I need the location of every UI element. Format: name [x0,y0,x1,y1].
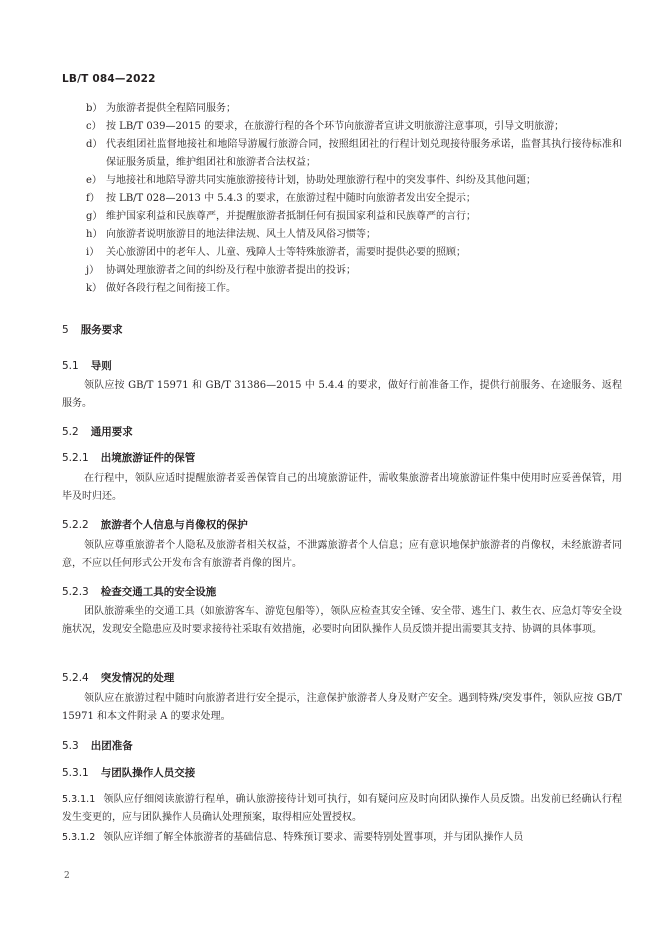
numbered-paragraph [62,791,622,827]
section-number: 5.1 [62,360,79,372]
section-heading [62,517,248,532]
list-item-text: 按 LB/T 028—2013 中 5.4.3 的要求，在旅游过程中随时向旅游者发出安全提示； [106,193,476,204]
section-heading [62,765,195,780]
section-heading [62,584,216,599]
list-item [62,100,622,118]
section-title: 旅游者个人信息与肖像权的保护 [100,519,248,531]
section-title: 检查交通工具的安全设施 [100,586,217,598]
list-item [62,208,622,226]
numbered-paragraph [62,829,622,847]
list-item [62,136,622,172]
list-marker: j） [86,265,100,276]
section-number: 5.2 [62,426,79,438]
list-item-text: 关心旅游团中的老年人、儿童、残障人士等特殊旅游者，需要时提供必要的照顾； [106,247,466,258]
list-item [62,118,622,136]
list-marker: e） [86,175,102,186]
section-title: 突发情况的处理 [100,672,175,684]
section-number: 5 [62,324,69,336]
paragraph: 在行程中，领队应适时提醒旅游者妥善保管自己的出境旅游证件，需收集旅游者出境旅游证件集中使用时应妥善保管，用毕及时归还。 [62,473,622,502]
list-item [62,280,622,298]
clause-number: 5.3.1.1 [62,794,96,805]
page-number: 2 [64,871,70,881]
list-item-text: 代表组团社监督地接社和地陪导游履行旅游合同，按照组团社的行程计划兑现接待服务承诺，监督其执行接待标准和保证服务质量，维护组团社和旅游者合法权益； [106,139,622,168]
list-marker: k） [86,283,103,294]
section-title: 与团队操作人员交接 [100,767,196,779]
list-marker: h） [86,229,103,240]
section-number: 5.2.4 [62,672,89,684]
clause-text: 领队应仔细阅读旅游行程单，确认旅游接待计划可执行，如有疑问应及时向团队操作人员反馈。出发前已经确认行程发生变更的，应与团队操作人员确认处理预案，取得相应处置授权。 [62,794,622,823]
paragraph: 领队应按 GB/T 15971 和 GB/T 31386—2015 中 5.4.4 的要求，做好行前准备工作，提供行前服务、在途服务、返程服务。 [62,380,622,409]
section-number: 5.3.1 [62,767,89,779]
list-item [62,226,622,244]
list-item [62,262,622,280]
section-title: 出境旅游证件的保管 [100,452,196,464]
list-item [62,190,622,208]
duty-list [62,100,622,298]
list-item [62,244,622,262]
list-marker: b） [86,103,103,114]
list-marker: d） [86,139,103,150]
clause-text: 领队应详细了解全体旅游者的基础信息、特殊预订要求、需要特别处置事项，并与团队操作人员 [103,832,524,843]
section-heading [62,322,123,337]
list-item-text: 按 LB/T 039—2015 的要求，在旅游行程的各个环节向旅游者宣讲文明旅游注意事项，引导文明旅游； [106,121,565,132]
document-code: LB/T 084—2022 [62,73,156,85]
section-heading [62,738,133,753]
section-title: 服务要求 [80,324,123,336]
list-marker: g） [86,211,103,222]
list-marker: c） [86,121,102,132]
paragraph: 领队应尊重旅游者个人隐私及旅游者相关权益，不泄露旅游者个人信息；应有意识地保护旅游者的肖像权，未经旅游者同意，不应以任何形式公开发布含有旅游者肖像的图片。 [62,540,622,569]
clause-number: 5.3.1.2 [62,832,96,843]
list-item-text: 维护国家利益和民族尊严，并提醒旅游者抵制任何有损国家利益和民族尊严的言行； [106,211,476,222]
section-number: 5.2.2 [62,519,89,531]
list-marker: f） [86,193,100,204]
paragraph: 团队旅游乘坐的交通工具（如旅游客车、游览包船等），领队应检查其安全锤、安全带、逃生门、救生衣、应急灯等安全设施状况，发现安全隐患应及时要求接待社采取有效措施，必要时向团队操作人员反馈并提出需要其支持、协调的具体事项。 [62,606,622,635]
list-item-text: 协调处理旅游者之间的纠纷及行程中旅游者提出的投诉； [106,265,356,276]
section-number: 5.2.3 [62,586,89,598]
section-heading [62,450,195,465]
section-title: 通用要求 [90,426,133,438]
list-item [62,172,622,190]
section-heading [62,424,133,439]
list-item-text: 向旅游者说明旅游目的地法律法规、风土人情及风俗习惯等； [106,229,376,240]
list-item-text: 做好各段行程之间衔接工作。 [106,283,236,294]
section-heading [62,670,174,685]
section-number: 5.2.1 [62,452,89,464]
paragraph: 领队应在旅游过程中随时向旅游者进行安全提示，注意保护旅游者人身及财产安全。遇到特殊/突发事件，领队应按 GB/T 15971 和本文件附录 A 的要求处理。 [62,693,622,722]
section-title: 出团准备 [90,740,133,752]
section-heading [62,358,112,373]
list-marker: i） [86,247,100,258]
section-title: 导则 [90,360,112,372]
section-number: 5.3 [62,740,79,752]
list-item-text: 与地接社和地陪导游共同实施旅游接待计划，协助处理旅游行程中的突发事件、纠纷及其他问题； [106,175,536,186]
list-item-text: 为旅游者提供全程陪同服务； [106,103,236,114]
